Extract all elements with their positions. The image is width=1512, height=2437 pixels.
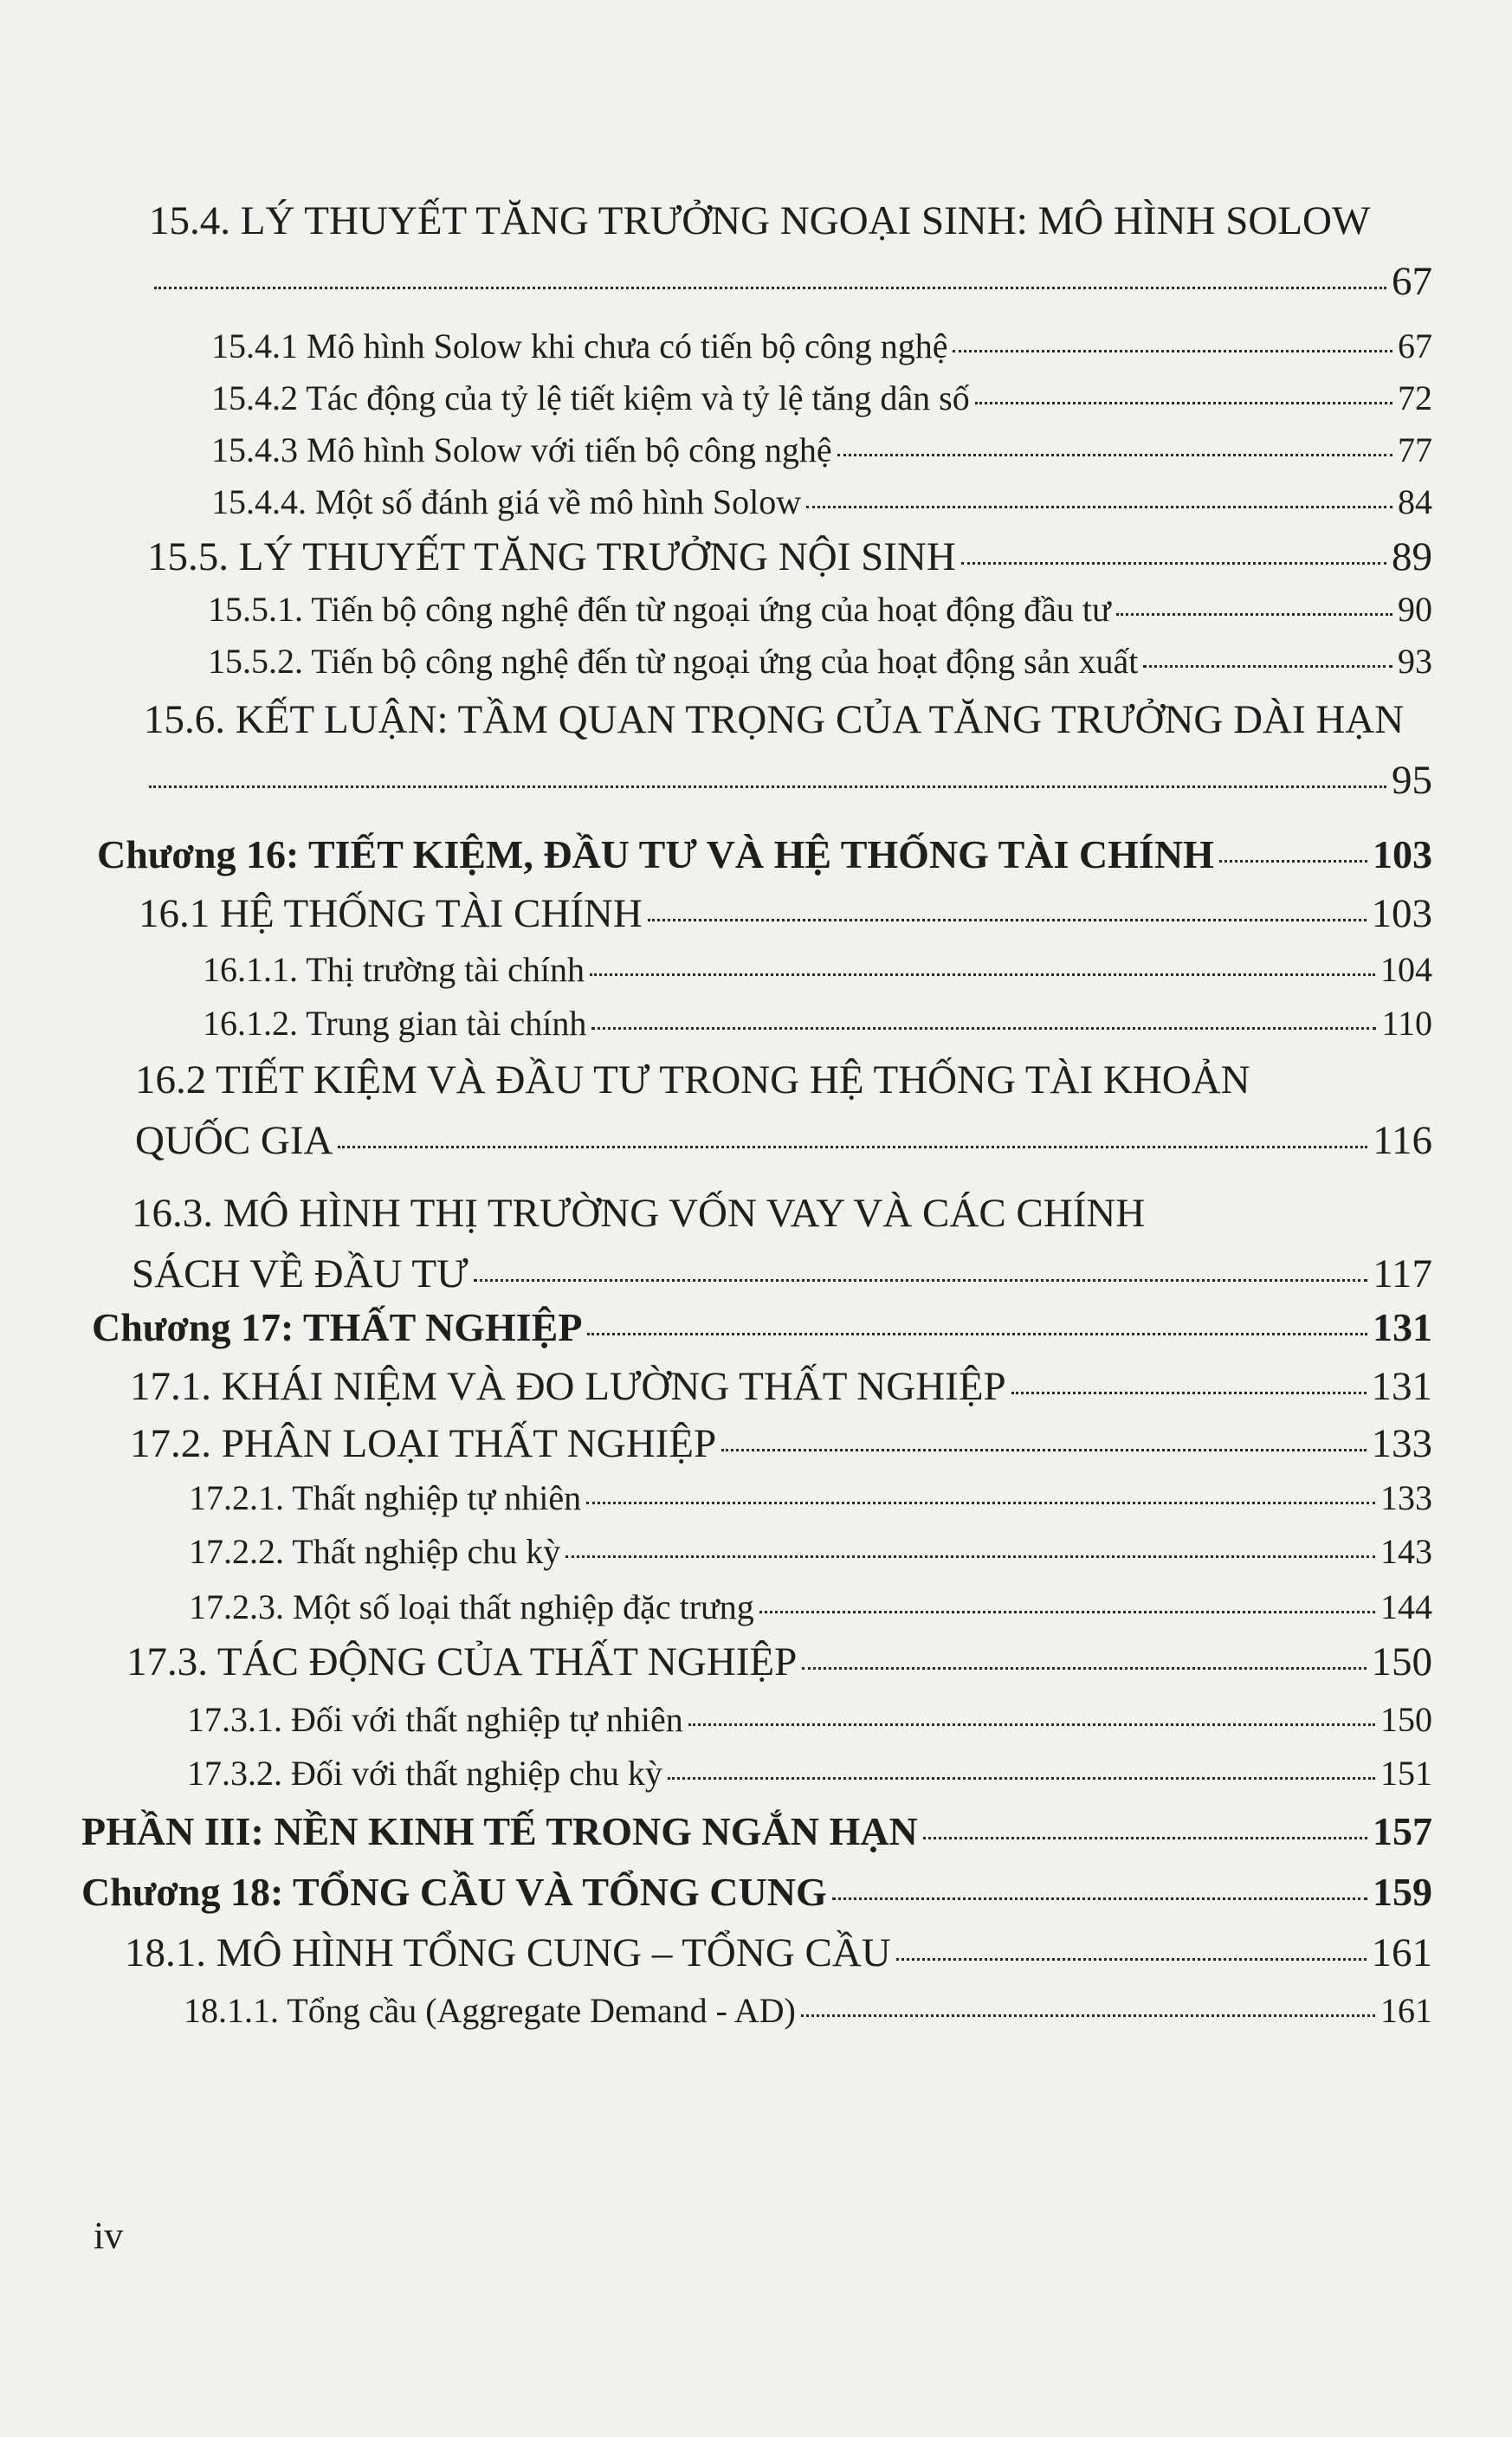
toc-page-number: 103 [1371,891,1432,936]
toc-page-number: 93 [1398,642,1432,681]
toc-page-number: 157 [1373,1809,1432,1853]
dot-leader [590,973,1375,976]
toc-entry[interactable] [0,589,1432,641]
toc-entry-title: 16.1.2. Trung gian tài chính [203,1004,587,1043]
toc-entry-title: 16.1.1. Thị trường tài chính [203,950,585,989]
toc-entry[interactable] [0,1869,1432,1921]
toc-entry-title: 15.6. KẾT LUẬN: TẦM QUAN TRỌNG CỦA TĂNG TRƯỞNG DÀI HẠN [144,697,1405,742]
dot-leader [837,454,1392,456]
toc-entry[interactable] [0,641,1432,693]
dot-leader [801,2014,1375,2017]
toc-entry[interactable] [0,1477,1432,1529]
toc-entry[interactable] [0,1587,1432,1639]
toc-entry[interactable] [0,482,1432,533]
toc-entry[interactable] [0,1057,1432,1178]
toc-entry[interactable] [0,1363,1432,1415]
toc-page-number: 143 [1380,1532,1432,1571]
toc-page-number: 161 [1380,1991,1432,2030]
toc-entry-title: 15.4.3 Mô hình Solow với tiến bộ công nghệ [211,430,832,469]
toc-page-number: 133 [1371,1421,1432,1466]
toc-page-number: 159 [1373,1870,1432,1914]
toc-page-number: 104 [1380,950,1432,989]
toc-entry[interactable] [0,1808,1432,1860]
dot-leader [1116,613,1392,616]
toc-page-number: 151 [1380,1754,1432,1793]
dot-leader [953,350,1392,352]
dot-leader [721,1449,1366,1451]
toc-page-number: 89 [1392,534,1432,579]
toc-page-number: 131 [1371,1364,1432,1409]
dot-leader [1011,1392,1367,1394]
dot-leader [759,1611,1375,1613]
toc-entry-title: 17.2.1. Thất nghiệp tự nhiên [189,1478,582,1517]
dot-leader [586,1502,1375,1504]
toc-entry[interactable] [0,696,1432,818]
toc-page-number: 116 [1373,1118,1432,1163]
toc-entry[interactable] [0,949,1432,1001]
toc-page-number: 144 [1380,1587,1432,1626]
toc-entry[interactable] [0,890,1432,942]
toc-entry-title: 17.1. KHÁI NIỆM VÀ ĐO LƯỜNG THẤT NGHIỆP [130,1364,1006,1409]
toc-entry-title: 15.5.2. Tiến bộ công nghệ đến từ ngoại ứng của hoạt động sản xuất [208,642,1139,681]
toc-page-number: 90 [1398,590,1432,629]
toc-entry[interactable] [0,831,1432,883]
toc-entry[interactable] [0,1753,1432,1805]
toc-entry-title: 18.1.1. Tổng cầu (Aggregate Demand - AD) [184,1991,796,2030]
toc-page-number: 95 [1392,758,1432,803]
toc-entry-title: Chương 17: THẤT NGHIỆP [92,1305,583,1349]
toc-entry-title: 15.4.2 Tác động của tỷ lệ tiết kiệm và tỷ lệ tăng dân số [211,378,970,417]
toc-entry[interactable] [0,1190,1432,1311]
dot-leader [149,785,1386,788]
toc-entry-title: 17.3.1. Đối với thất nghiệp tự nhiên [187,1700,683,1739]
toc-page-number: 131 [1373,1305,1432,1349]
toc-entry-title: Chương 18: TỔNG CẦU VÀ TỔNG CUNG [81,1870,827,1914]
dot-leader [474,1279,1368,1282]
toc-entry-title: 17.2.3. Một số loại thất nghiệp đặc trưng [189,1587,754,1626]
toc-page-number: 67 [1398,326,1432,365]
dot-leader [668,1777,1375,1780]
toc-entry[interactable] [0,1420,1432,1472]
dot-leader [806,506,1392,508]
dot-leader [1143,665,1392,668]
toc-entry[interactable] [0,1639,1432,1690]
dot-leader [565,1555,1375,1558]
toc-entry-title: 18.1. MÔ HÌNH TỔNG CUNG – TỔNG CẦU [125,1930,891,1975]
toc-entry[interactable] [0,1699,1432,1751]
dot-leader [154,287,1386,289]
dot-leader [975,402,1392,404]
toc-page-number: 72 [1398,378,1432,417]
toc-page-number: 77 [1398,430,1432,469]
toc-entry[interactable] [0,1003,1432,1055]
dot-leader [648,919,1367,921]
dot-leader [1219,860,1367,863]
toc-page-number: 84 [1398,482,1432,521]
toc-entry-title-continued: QUỐC GIA [135,1118,333,1163]
dot-leader [896,1958,1367,1961]
toc-entry[interactable] [0,1531,1432,1583]
dot-leader [587,1333,1367,1335]
toc-entry[interactable] [0,1930,1432,1981]
toc-entry-title: 15.4.1 Mô hình Solow khi chưa có tiến bộ công nghệ [211,326,948,365]
toc-entry-title: 16.2 TIẾT KIỆM VÀ ĐẦU TƯ TRONG HỆ THỐNG TÀI KHOẢN [135,1057,1250,1102]
toc-entry[interactable] [0,430,1432,482]
toc-entry-title: 16.1 HỆ THỐNG TÀI CHÍNH [139,891,643,936]
toc-entry[interactable] [0,533,1432,585]
toc-page-number: 133 [1380,1478,1432,1517]
dot-leader [832,1897,1367,1900]
toc-entry-title: 16.3. MÔ HÌNH THỊ TRƯỜNG VỐN VAY VÀ CÁC CHÍNH [132,1191,1146,1236]
toc-entry[interactable] [0,378,1432,430]
toc-entry-title: 15.4.4. Một số đánh giá về mô hình Solow [211,482,802,521]
dot-leader [688,1723,1375,1726]
toc-entry-title: 15.4. LÝ THUYẾT TĂNG TRƯỞNG NGOẠI SINH: MÔ HÌNH SOLOW [149,198,1371,243]
page-number-footer: iv [94,2214,124,2257]
toc-entry-title: 15.5. LÝ THUYẾT TĂNG TRƯỞNG NỘI SINH [147,534,956,579]
dot-leader [802,1667,1366,1670]
toc-page-number: 161 [1371,1930,1432,1975]
toc-page-number: 150 [1380,1700,1432,1739]
toc-page-number: 150 [1371,1639,1432,1684]
dot-leader [591,1027,1376,1030]
toc-page-number: 117 [1373,1251,1432,1296]
dot-leader [923,1837,1367,1839]
toc-entry-title: 17.2. PHÂN LOẠI THẤT NGHIỆP [130,1421,717,1466]
dot-leader [961,562,1386,565]
toc-entry-title: Chương 16: TIẾT KIỆM, ĐẦU TƯ VÀ HỆ THỐNG TÀI CHÍNH [97,832,1214,876]
toc-entry-title: 15.5.1. Tiến bộ công nghệ đến từ ngoại ứng của hoạt động đầu tư [208,590,1111,629]
toc-entry-title-continued: SÁCH VỀ ĐẦU TƯ [132,1251,468,1296]
toc-entry[interactable] [0,326,1432,378]
toc-entry[interactable] [0,197,1432,319]
toc-entry-title: 17.3.2. Đối với thất nghiệp chu kỳ [187,1754,662,1793]
toc-page-number: 67 [1392,259,1432,304]
toc-page-number: 103 [1373,832,1432,876]
toc-page-number: 110 [1381,1004,1432,1043]
toc-entry-title: 17.2.2. Thất nghiệp chu kỳ [189,1532,561,1571]
toc-entry[interactable] [0,1990,1432,2042]
toc-entry[interactable] [0,1304,1432,1356]
toc-entry-title: PHẦN III: NỀN KINH TẾ TRONG NGẮN HẠN [81,1809,918,1853]
toc-entry-title: 17.3. TÁC ĐỘNG CỦA THẤT NGHIỆP [126,1639,798,1684]
dot-leader [338,1146,1367,1148]
